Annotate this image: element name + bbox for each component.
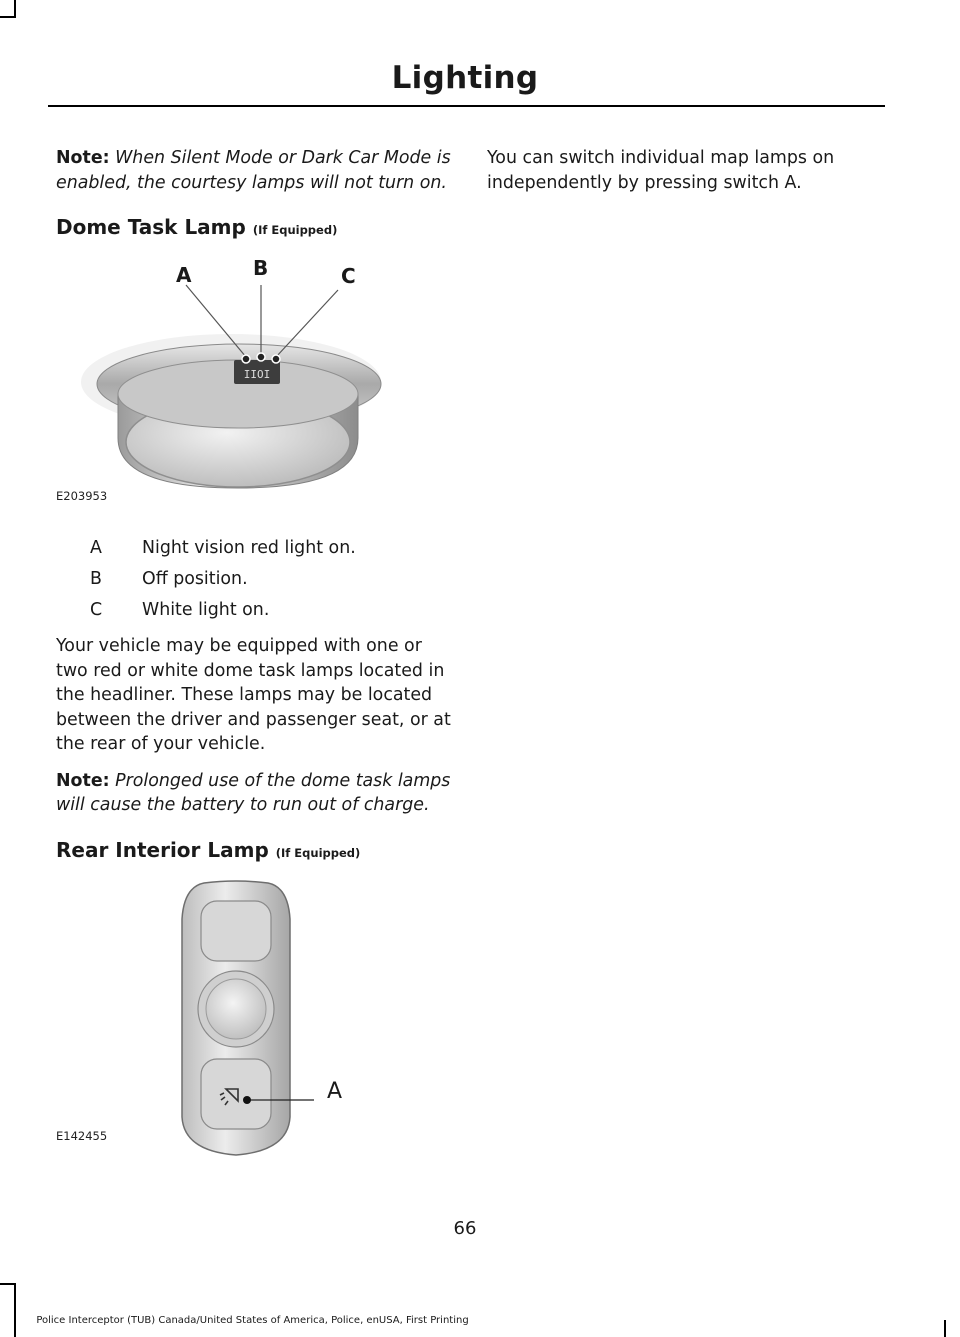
note-body: When Silent Mode or Dark Car Mode is enabled, the courtesy lamps will not turn on. — [56, 148, 451, 193]
legend-key: B — [90, 569, 102, 589]
dome-lamp-illustration — [56, 252, 386, 520]
note-body: Prolonged use of the dome task lamps will cause the battery to run out of charge. — [56, 770, 451, 815]
dome-task-lamp-heading — [56, 213, 451, 244]
heading-title: Dome Task Lamp — [56, 215, 246, 239]
footer-text: Police Interceptor (TUB) Canada/United States of America, Police, enUSA, First Printing — [36, 1315, 469, 1326]
crop-mark — [0, 16, 16, 18]
crop-mark — [944, 1320, 946, 1337]
map-lamp-paragraph: You can switch individual map lamps on independently by pressing switch A. — [487, 148, 835, 193]
heading-qualifier: (If Equipped) — [252, 223, 338, 237]
rear-interior-lamp-heading — [56, 836, 451, 867]
callout-label-a: A — [176, 263, 192, 287]
note-label: Note: — [56, 770, 110, 791]
crop-mark — [14, 1283, 16, 1337]
switch-glyphs: IIOI — [243, 368, 271, 381]
header-divider — [48, 105, 885, 107]
legend — [56, 536, 451, 622]
callout-dot-c — [272, 355, 280, 363]
note-silent-mode — [56, 146, 451, 195]
note-battery — [56, 769, 451, 818]
heading-qualifier: (If Equipped) — [275, 845, 361, 860]
callout-dot-b — [257, 353, 265, 361]
heading-title: Rear Interior Lamp — [56, 837, 269, 862]
legend-text: White light on. — [142, 600, 270, 620]
legend-row — [56, 598, 451, 622]
callout-dot-a — [242, 355, 250, 363]
left-column — [56, 146, 451, 1159]
legend-row — [56, 567, 451, 591]
dome-lamp-figure — [56, 252, 386, 520]
callout-dot-a — [243, 1096, 251, 1104]
callout-label-a: A — [327, 1078, 343, 1104]
legend-key: C — [90, 600, 103, 620]
crop-mark — [14, 0, 16, 17]
crop-mark — [0, 1283, 16, 1285]
rear-lamp-figure — [56, 879, 386, 1159]
figure-code: E203953 — [56, 489, 108, 503]
legend-row — [56, 536, 451, 560]
right-column — [487, 146, 887, 207]
legend-key: A — [90, 538, 102, 558]
callout-label-c: C — [341, 264, 356, 288]
callout-label-b: B — [253, 256, 269, 280]
figure-code: E142455 — [56, 1128, 108, 1143]
page-title: Lighting — [391, 60, 539, 96]
rear-lamp-illustration — [56, 879, 386, 1159]
page-number: 66 — [453, 1218, 477, 1239]
note-label: Note: — [56, 148, 110, 168]
legend-text: Night vision red light on. — [142, 538, 356, 558]
dome-lamp-description: Your vehicle may be equipped with one or two red or white dome task lamps located in the headliner. These lamps may be located between the driver and passenger seat, or at the rear of your vehicle. — [56, 636, 451, 754]
legend-text: Off position. — [142, 569, 248, 589]
